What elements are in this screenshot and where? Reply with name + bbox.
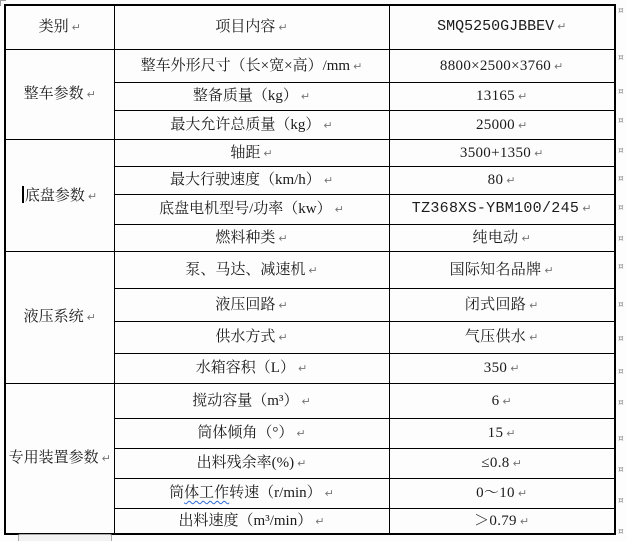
spec-value: TZ368XS-YBM100/245 (411, 200, 580, 217)
category-label: 专用装置参数 (8, 450, 99, 467)
spec-label: 轴距 (230, 144, 261, 161)
paragraph-mark: ↵ (278, 21, 288, 35)
paragraph-mark: ↵ (301, 394, 311, 408)
paragraph-mark: ↵ (334, 203, 344, 216)
paragraph-mark: ↵ (278, 331, 288, 344)
spec-value-cell[interactable] (389, 82, 615, 110)
paragraph-mark: ↵ (529, 298, 539, 312)
paragraph-mark: ↵ (517, 487, 528, 500)
spec-label-cell[interactable] (114, 418, 389, 448)
spec-value: 0～10 (476, 485, 515, 501)
spec-label: 出料残余率(%) (196, 455, 295, 471)
spec-value-cell[interactable] (389, 288, 615, 321)
spec-label: 底盘电机型号/功率（kw） (159, 201, 332, 217)
spec-label-cell[interactable] (114, 139, 389, 166)
paragraph-mark: ↵ (557, 20, 567, 34)
spec-value: 国际知名品牌 (449, 261, 542, 278)
spec-value: 13165 (475, 88, 515, 104)
model-cell[interactable] (389, 5, 615, 49)
paragraph-mark: ↵ (278, 298, 288, 312)
spec-label-cell[interactable] (114, 383, 389, 418)
spec-label: 整备质量（kg） (192, 88, 298, 104)
end-of-cell-mark: ¤ (618, 116, 624, 126)
text-cursor (22, 186, 24, 203)
paragraph-mark: ↵ (86, 311, 96, 324)
end-of-cell-mark: ¤ (618, 6, 624, 16)
spec-value: 8800×2500×3760 (439, 57, 552, 74)
table-row (5, 5, 615, 49)
paragraph-mark: ↵ (71, 21, 81, 35)
spec-value: 纯电动 (472, 229, 519, 246)
paragraph-mark: ↵ (554, 59, 564, 73)
spec-table (4, 4, 616, 535)
model-label: SMQ5250GJBBEV (437, 18, 555, 36)
category-cell-vehicle[interactable] (5, 49, 114, 139)
spec-label: 最大允许总质量（kg） (170, 116, 321, 133)
end-of-cell-mark: ¤ (618, 465, 624, 475)
spec-value-cell[interactable] (389, 448, 615, 478)
spec-label-cell[interactable] (114, 82, 389, 110)
spec-label: 出料速度（m³/min） (178, 512, 313, 529)
spec-value-cell[interactable] (389, 383, 615, 418)
paragraph-mark: ↵ (544, 263, 554, 277)
spec-label-cell[interactable] (114, 321, 389, 353)
paragraph-mark: ↵ (582, 202, 592, 215)
paragraph-mark: ↵ (506, 174, 516, 187)
spec-value-cell[interactable] (389, 166, 615, 194)
spec-value: 80 (487, 172, 504, 188)
spec-value: ＞0.79 (474, 512, 517, 529)
spec-value-cell[interactable] (389, 353, 615, 383)
spec-value-cell[interactable] (389, 49, 615, 82)
spec-value-cell[interactable] (389, 251, 615, 288)
spec-label-suffix: 转速（r/min） (229, 485, 322, 501)
end-of-cell-mark: ¤ (618, 234, 624, 244)
end-of-cell-mark: ¤ (618, 174, 624, 184)
end-of-cell-mark: ¤ (618, 398, 624, 408)
spec-value: 3500+1350 (459, 144, 532, 161)
end-of-cell-mark: ¤ (618, 146, 624, 156)
paragraph-mark: ↵ (517, 118, 528, 132)
category-header-label: 类别 (38, 19, 69, 36)
spec-label: 搅动容量（m³） (192, 392, 299, 409)
spec-value-cell[interactable] (389, 139, 615, 166)
spec-value: ≤0.8 (481, 455, 510, 471)
category-header-cell[interactable] (5, 5, 114, 49)
category-label: 整车参数 (23, 86, 84, 102)
end-of-cell-mark: ¤ (618, 203, 624, 213)
paragraph-mark: ↵ (534, 146, 544, 160)
end-of-cell-mark: ¤ (618, 334, 624, 344)
category-label: 底盘参数 (24, 187, 85, 204)
spec-value-cell[interactable] (389, 321, 615, 353)
item-header-cell[interactable] (114, 5, 389, 49)
spec-label-cell[interactable] (114, 224, 389, 251)
category-cell-hydraulic[interactable] (5, 251, 114, 383)
category-cell-special-device[interactable] (5, 383, 114, 534)
paragraph-mark: ↵ (519, 514, 530, 528)
paragraph-mark: ↵ (278, 231, 288, 245)
table-row (5, 49, 615, 82)
spec-label: 筒体倾角（°） (197, 425, 294, 441)
paragraph-mark: ↵ (323, 118, 333, 132)
paragraph-mark: ↵ (502, 394, 512, 408)
end-of-cell-mark: ¤ (618, 300, 624, 310)
spec-label: 最大行驶速度（km/h） (169, 172, 321, 188)
spec-value: 闭式回路 (464, 296, 527, 313)
spellcheck-underline-text: 体工作 (184, 485, 230, 501)
table-row (5, 383, 615, 418)
end-of-cell-mark: ¤ (618, 262, 624, 272)
spec-value: 6 (491, 392, 500, 409)
category-label: 液压系统 (23, 309, 84, 325)
spec-value: 25000 (475, 116, 515, 133)
paragraph-mark: ↵ (263, 146, 273, 160)
end-of-cell-mark: ¤ (618, 434, 624, 444)
end-of-cell-mark: ¤ (618, 496, 624, 506)
spec-value-cell[interactable] (389, 110, 615, 139)
spec-label-cell[interactable] (114, 110, 389, 139)
paragraph-mark: ↵ (297, 362, 308, 375)
spec-value-cell[interactable] (389, 194, 615, 224)
spec-value-cell[interactable] (389, 508, 615, 534)
table-row (5, 251, 615, 288)
spec-label: 液压回路 (215, 296, 276, 313)
spec-label: 水箱容积（L） (195, 360, 295, 376)
spec-label-cell[interactable] (114, 194, 389, 224)
spec-label-cell[interactable] (114, 508, 389, 534)
spec-label: 整车外形尺寸（长×宽×高）/mm (140, 57, 351, 74)
paragraph-mark: ↵ (517, 90, 528, 103)
spec-label-cell[interactable] (114, 353, 389, 383)
end-of-cell-mark: ¤ (618, 87, 624, 97)
paragraph-mark: ↵ (308, 263, 318, 277)
paragraph-mark: ↵ (315, 514, 325, 528)
paragraph-mark: ↵ (297, 457, 307, 470)
paragraph-mark: ↵ (510, 362, 520, 375)
paragraph-mark: ↵ (296, 427, 306, 440)
end-of-row-marks (618, 4, 627, 541)
paragraph-mark: ↵ (529, 331, 539, 344)
next-table-fragment (18, 534, 112, 541)
spec-value: 350 (483, 360, 508, 376)
paragraph-mark: ↵ (324, 487, 334, 500)
item-header-label: 项目内容 (215, 19, 276, 36)
category-cell-chassis[interactable] (5, 139, 114, 251)
spec-label-cell[interactable] (114, 251, 389, 288)
table-row (5, 139, 615, 166)
end-of-cell-mark: ¤ (618, 367, 624, 377)
paragraph-mark: ↵ (353, 59, 363, 73)
spec-value: 15 (487, 425, 504, 441)
spec-label-prefix: 筒 (169, 485, 185, 501)
paragraph-mark: ↵ (506, 427, 516, 440)
spec-label-cell[interactable] (114, 166, 389, 194)
spec-label-cell[interactable] (114, 478, 389, 508)
spec-label: 泵、马达、减速机 (185, 261, 306, 278)
end-of-cell-mark: ¤ (618, 527, 624, 537)
spec-value-cell[interactable] (389, 224, 615, 251)
paragraph-mark: ↵ (300, 90, 311, 103)
end-of-cell-mark: ¤ (618, 53, 624, 63)
paragraph-mark: ↵ (87, 189, 98, 203)
spec-label-cell[interactable] (114, 49, 389, 82)
spec-label-cell[interactable] (114, 448, 389, 478)
paragraph-mark: ↵ (521, 231, 531, 245)
spec-value-cell[interactable] (389, 418, 615, 448)
spec-value-cell[interactable] (389, 478, 615, 508)
spec-label: 供水方式 (215, 329, 276, 345)
spec-label: 燃料种类 (215, 229, 276, 246)
spec-value: 气压供水 (464, 329, 527, 345)
spec-label-cell[interactable] (114, 288, 389, 321)
paragraph-mark: ↵ (512, 457, 523, 470)
paragraph-mark: ↵ (323, 174, 334, 187)
paragraph-mark: ↵ (86, 88, 96, 101)
paragraph-mark: ↵ (101, 452, 111, 466)
